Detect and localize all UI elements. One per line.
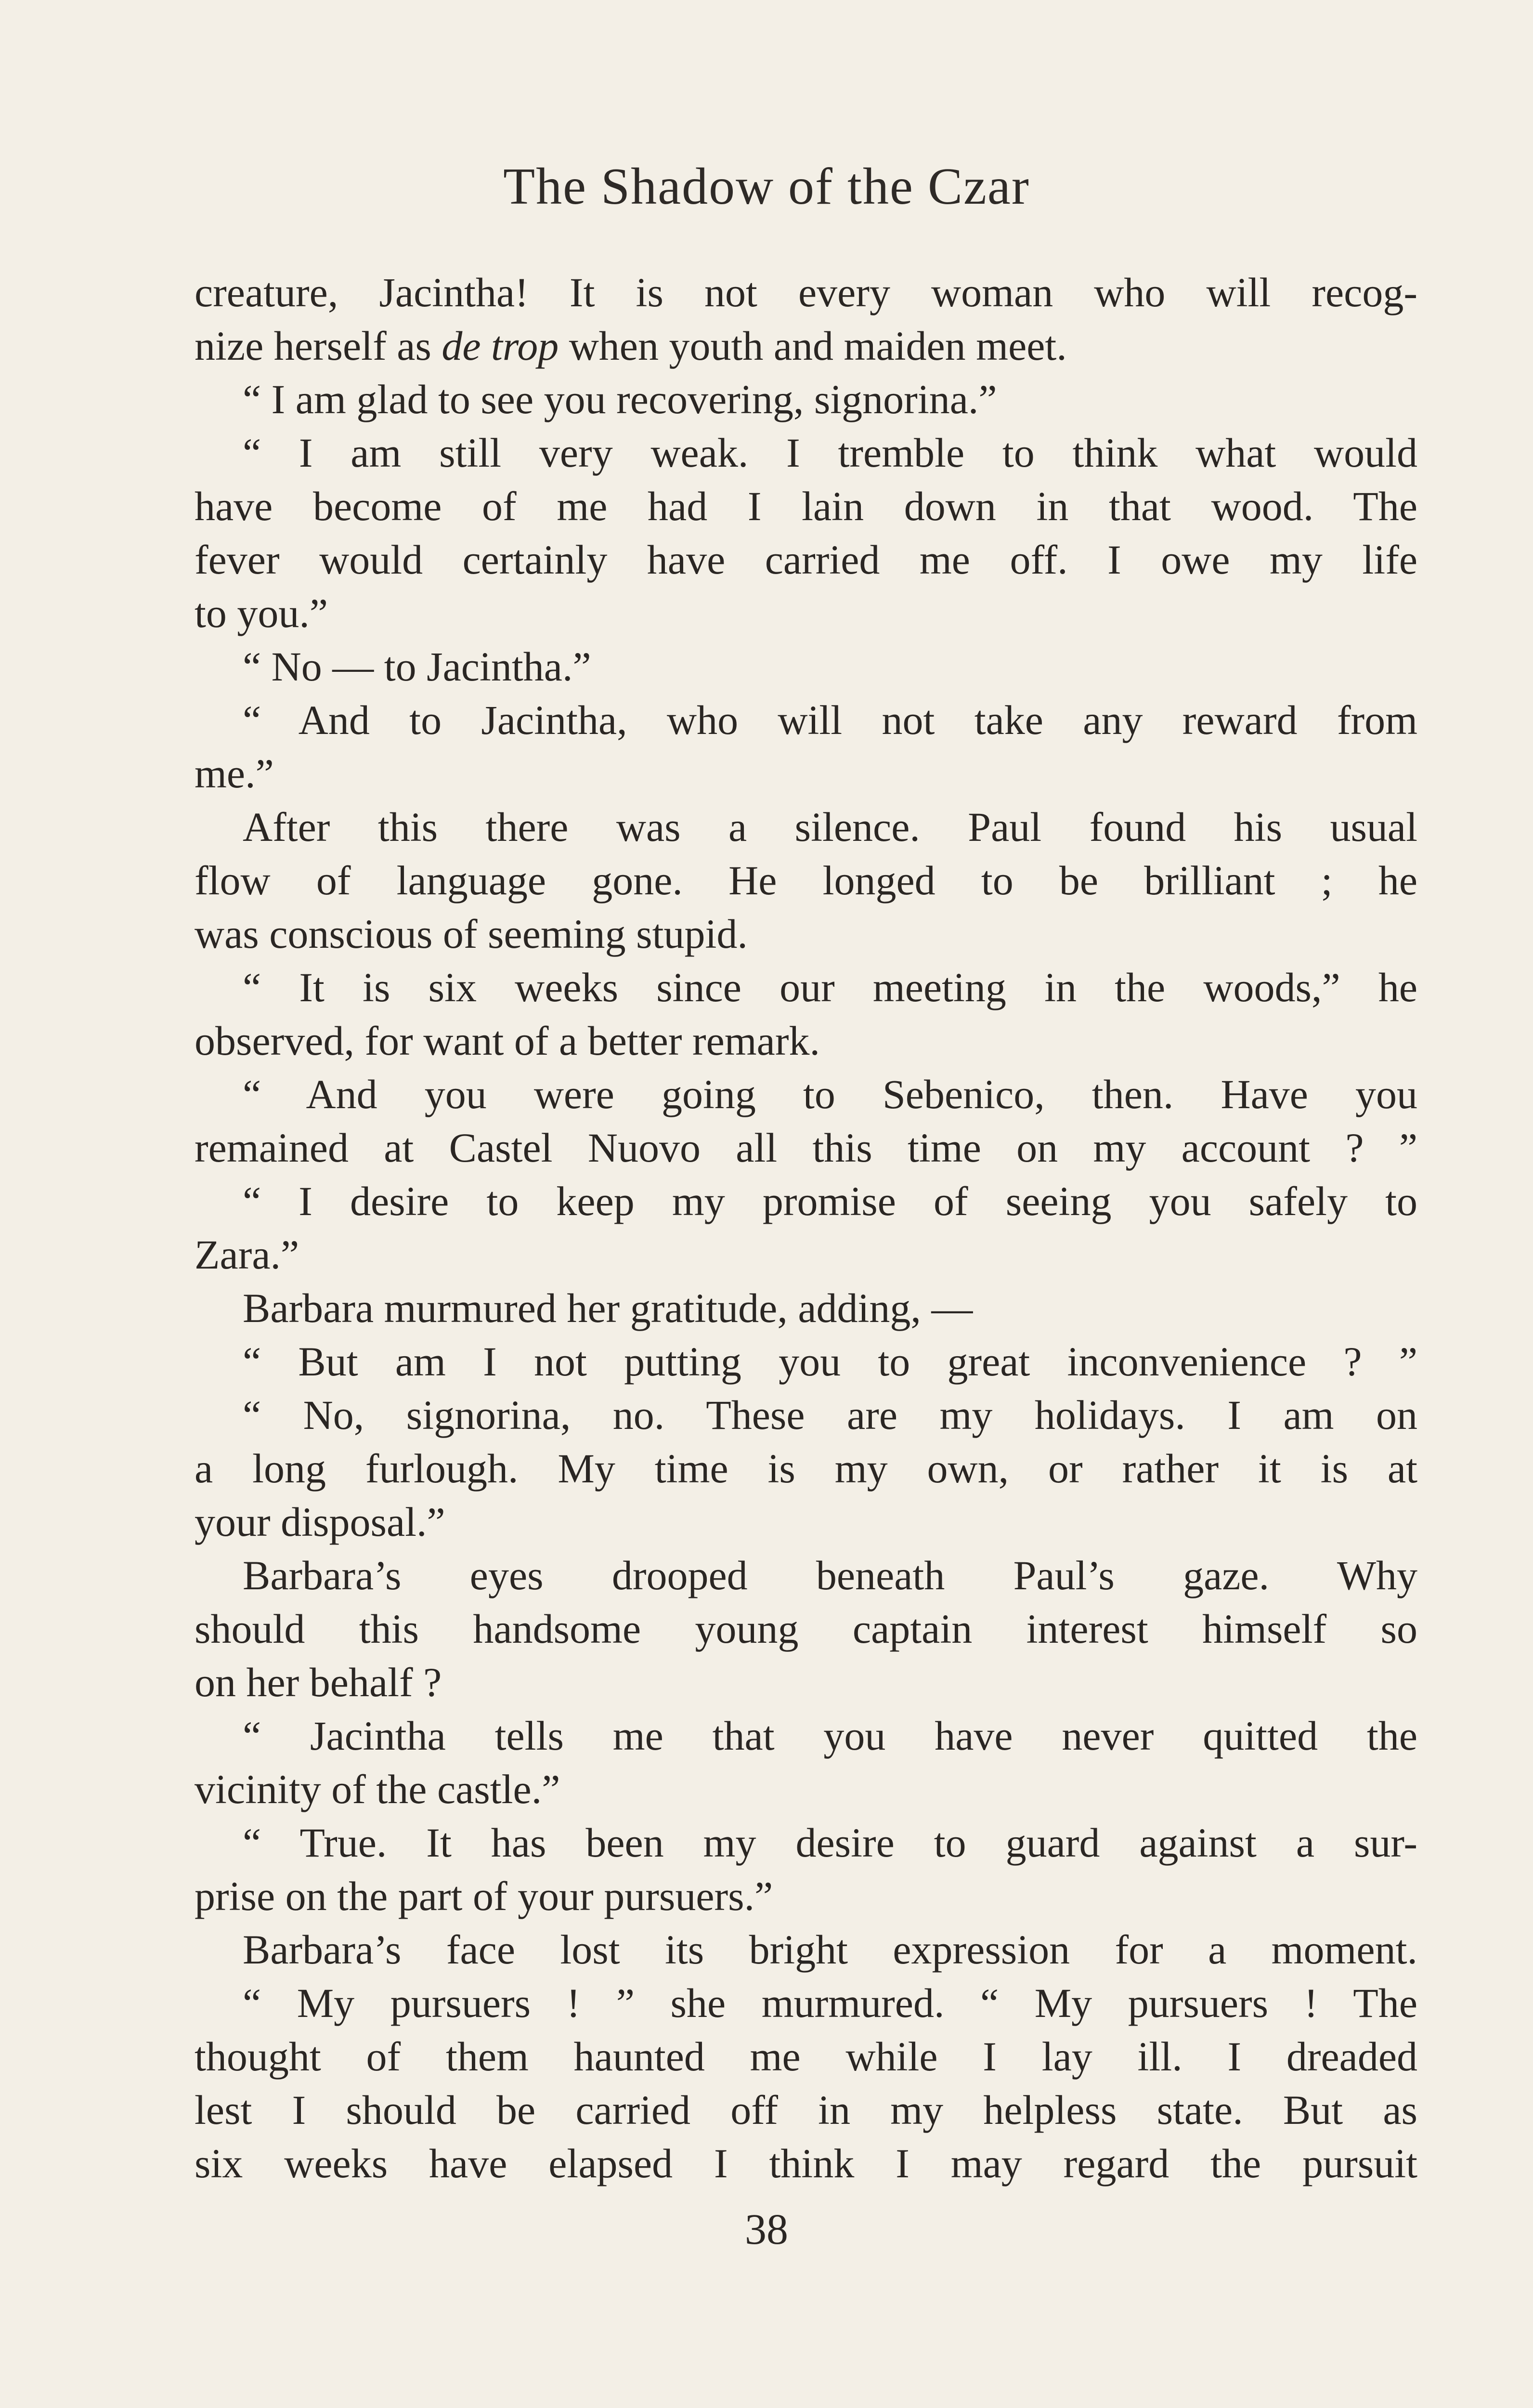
text-line: a long furlough. My time is my own, or rather it is at [195,1445,1417,1492]
text-line: “ And you were going to Sebenico, then. Have you [243,1071,1417,1117]
italic-phrase: de trop [442,323,559,369]
text-line: me.” [195,750,274,797]
page-number: 38 [745,2206,788,2253]
text-line: “ But am I not putting you to great inconvenience ? ” [243,1338,1417,1385]
text-line: to you.” [195,590,328,636]
text-line: fever would certainly have carried me off. I owe my life [195,537,1417,583]
text-line: your disposal.” [195,1499,445,1545]
text-line: Barbara’s eyes drooped beneath Paul’s gaze. Why [243,1552,1417,1598]
text-line: was conscious of seeming stupid. [195,911,748,957]
running-title: The Shadow of the Czar [503,158,1030,215]
text-line: thought of them haunted me while I lay ill. I dreaded [195,2033,1417,2080]
text-line: should this handsome young captain interest himself so [195,1606,1417,1652]
text-line: “ I desire to keep my promise of seeing you safely to [243,1178,1417,1224]
text-line: Barbara murmured her gratitude, adding, — [243,1285,973,1331]
text-line: prise on the part of your pursuers.” [195,1873,773,1919]
text-line: flow of language gone. He longed to be brilliant ; he [195,857,1417,903]
text-line: “ It is six weeks since our meeting in the woods,” he [243,964,1417,1010]
text-line: After this there was a silence. Paul found his usual [243,804,1417,850]
text-line: nize herself as de trop when youth and maiden meet. [195,323,1067,369]
text-line: “ I am glad to see you recovering, signorina.” [243,376,997,422]
text-line: “ True. It has been my desire to guard against a sur- [243,1819,1417,1866]
text-line: Zara.” [195,1231,299,1278]
body-text [195,266,1417,2190]
text-line: “ I am still very weak. I tremble to think what would [243,430,1417,476]
text-line: “ No, signorina, no. These are my holidays. I am on [243,1392,1417,1438]
text-line: “ My pursuers ! ” she murmured. “ My pursuers ! The [243,1980,1417,2026]
text-line: Barbara’s face lost its bright expression for a moment. [243,1926,1417,1973]
text-line: six weeks have elapsed I think I may regard the pursuit [195,2140,1417,2186]
text-line: “ And to Jacintha, who will not take any reward from [243,697,1417,743]
text-line: “ Jacintha tells me that you have never quitted the [243,1713,1417,1759]
text-line: creature, Jacintha! It is not every woman who will recog- [195,269,1417,315]
text-line: on her behalf ? [195,1659,442,1705]
text-line: lest I should be carried off in my helpless state. But as [195,2087,1417,2133]
text-line: “ No — to Jacintha.” [243,643,591,690]
text-line: vicinity of the castle.” [195,1766,560,1812]
text-line: have become of me had I lain down in that wood. The [195,483,1417,529]
text-line: remained at Castel Nuovo all this time on my account ? ” [195,1125,1417,1171]
text-line: observed, for want of a better remark. [195,1018,820,1064]
